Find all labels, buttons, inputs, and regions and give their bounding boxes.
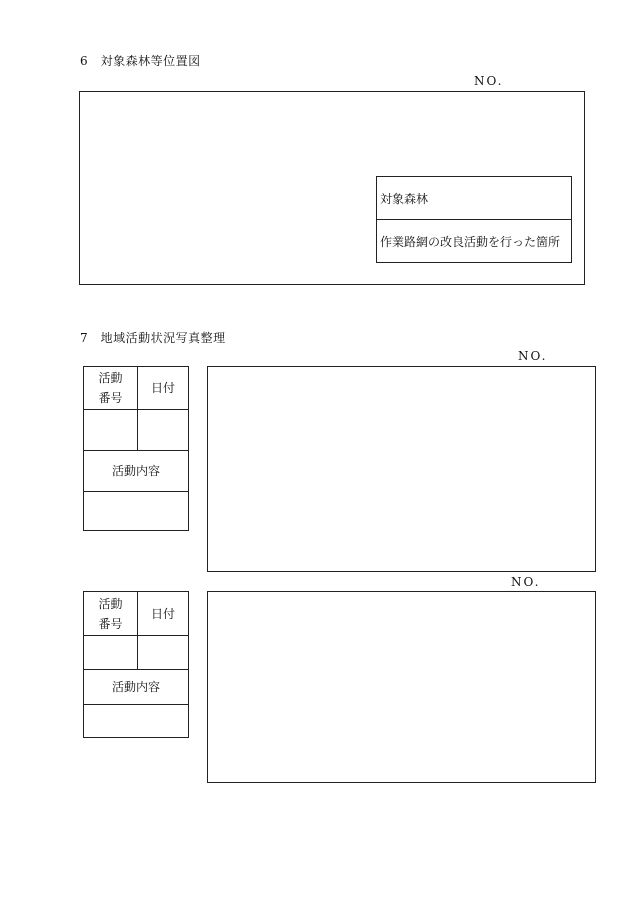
map-legend [376,176,572,263]
photo-entry-2-info-table [83,591,189,738]
activity-number-value [83,409,138,451]
section6-heading: 6 対象森林等位置図 [80,54,201,68]
date-label: 日付 [137,366,189,410]
photo-entry-1-no-label: NO. [518,349,548,363]
photo-entry-2-no-label: NO. [511,575,541,589]
legend-target-forest: 対象森林 [380,191,429,206]
date-label: 日付 [137,591,189,636]
date-value [137,635,189,670]
activity-content-label: 活動内容 [83,669,189,705]
activity-number-label: 活動 番号 [83,591,138,636]
activity-content-value [83,704,189,738]
photo-entry-1-info-table [83,366,189,531]
activity-content-label: 活動内容 [83,450,189,492]
photo-entry-1-frame [207,366,596,572]
activity-number-value [83,635,138,670]
section6-no-label: NO. [474,74,504,88]
date-value [137,409,189,451]
legend-improved-road-location: 作業路網の改良活動を行った箇所 [377,219,571,262]
activity-content-value [83,491,189,531]
activity-number-label: 活動 番号 [83,366,138,410]
photo-entry-2-frame [207,591,596,783]
section7-heading: 7 地域活動状況写真整理 [80,331,226,345]
